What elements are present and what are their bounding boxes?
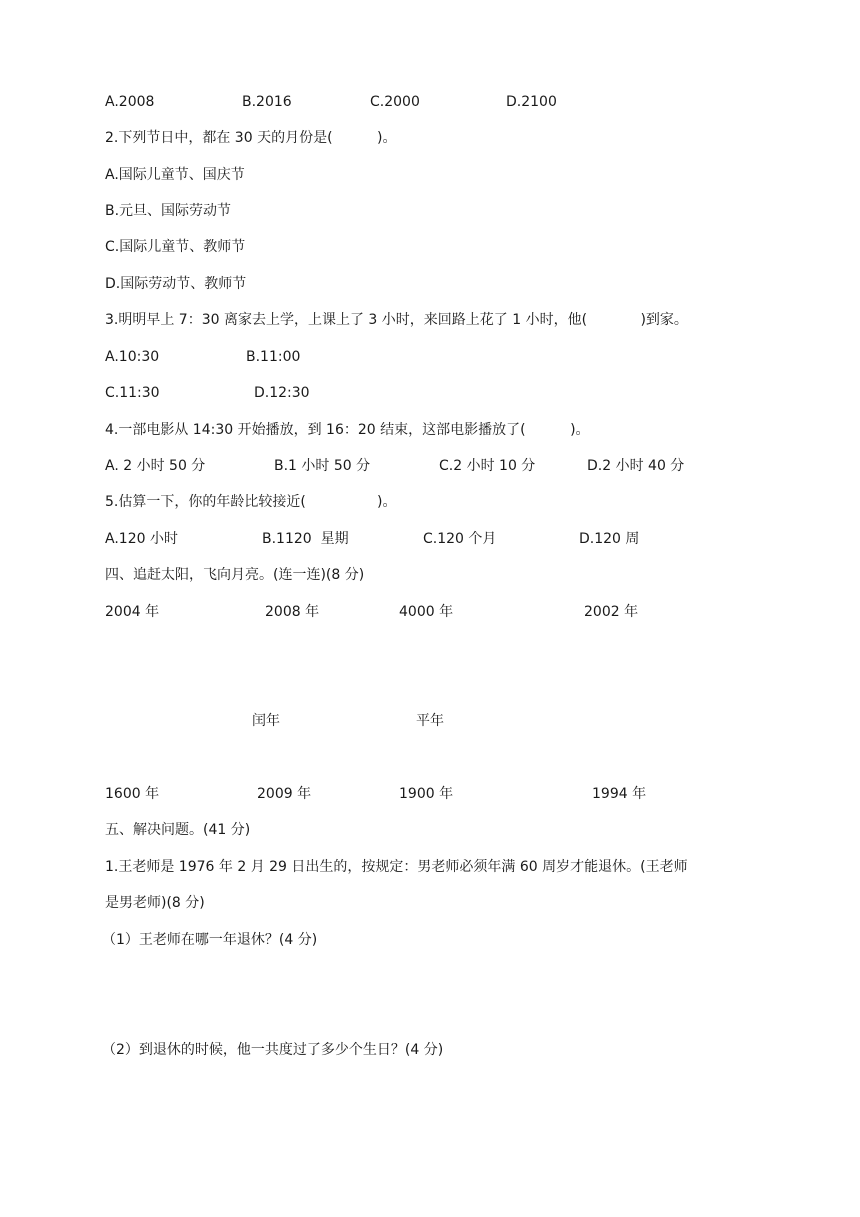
q2-option-d: D.国际劳动节、教师节	[105, 276, 247, 292]
top-year-1: 2004 年	[105, 604, 160, 620]
q3-option-a: A.10:30	[105, 349, 160, 365]
top-year-2: 2008 年	[265, 604, 320, 620]
bottom-year-2: 2009 年	[257, 786, 312, 802]
bottom-year-3: 1900 年	[399, 786, 454, 802]
q5-option-a: A.120 小时	[105, 531, 178, 547]
q4-option-c: C.2 小时 10 分	[439, 458, 536, 474]
q3-option-c: C.11:30	[105, 385, 160, 401]
leap-year-label: 闰年	[252, 713, 280, 729]
top-year-3: 4000 年	[399, 604, 454, 620]
q3-option-d: D.12:30	[254, 385, 310, 401]
q4-option-b: B.1 小时 50 分	[274, 458, 371, 474]
q5-option-c: C.120 个月	[423, 531, 497, 547]
q1-option-c: C.2000	[370, 94, 420, 110]
bottom-year-4: 1994 年	[592, 786, 647, 802]
q5-option-d: D.120 周	[579, 531, 640, 547]
top-year-4: 2002 年	[584, 604, 639, 620]
q4-stem: 4.一部电影从 14:30 开始播放，到 16：20 结束，这部电影播放了( )。	[105, 422, 590, 438]
q2-option-c: C.国际儿童节、教师节	[105, 239, 246, 255]
q5-stem: 5.估算一下，你的年龄比较接近( )。	[105, 494, 397, 510]
problem1-sub1: （1）王老师在哪一年退休？(4 分)	[102, 932, 318, 948]
q2-option-a: A.国际儿童节、国庆节	[105, 167, 245, 183]
problem1-sub2: （2）到退休的时候，他一共度过了多少个生日？(4 分)	[102, 1042, 444, 1058]
q5-option-b: B.1120 星期	[262, 531, 349, 547]
q1-option-d: D.2100	[506, 94, 557, 110]
q3-stem: 3.明明早上 7：30 离家去上学，上课上了 3 小时，来回路上花了 1 小时，他( )到家。	[105, 312, 688, 328]
problem1-line1: 1.王老师是 1976 年 2 月 29 日出生的，按规定：男老师必须年满 60 周岁才能退休。(王老师	[105, 859, 688, 875]
q2-stem: 2.下列节日中，都在 30 天的月份是( )。	[105, 130, 397, 146]
problem1-line2: 是男老师)(8 分)	[105, 895, 205, 911]
q4-option-a: A. 2 小时 50 分	[105, 458, 206, 474]
section4-title: 四、追赶太阳，飞向月亮。(连一连)(8 分)	[105, 567, 365, 583]
common-year-label: 平年	[416, 713, 444, 729]
q3-option-b: B.11:00	[246, 349, 301, 365]
q2-option-b: B.元旦、国际劳动节	[105, 203, 232, 219]
bottom-year-1: 1600 年	[105, 786, 160, 802]
q1-option-b: B.2016	[242, 94, 292, 110]
q4-option-d: D.2 小时 40 分	[587, 458, 685, 474]
q1-option-a: A.2008	[105, 94, 155, 110]
section5-title: 五、解决问题。(41 分)	[105, 822, 251, 838]
